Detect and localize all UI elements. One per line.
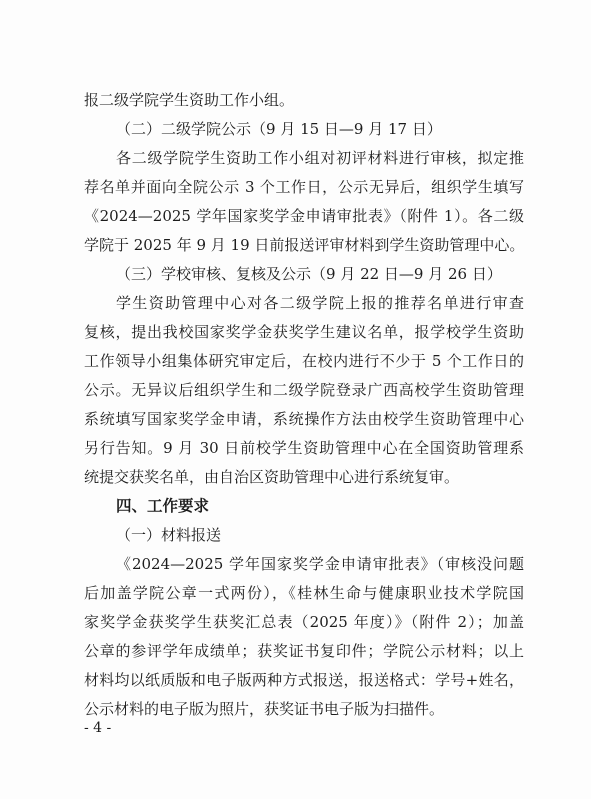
body-line: 复核，提出我校国家奖学金获奖学生建议名单，报学校学生资助 [84, 323, 524, 341]
section-subheading: （二）二级学院公示（9 月 15 日—9 月 17 日） [116, 120, 442, 138]
section-subheading: （三）学校审核、复核及公示（9 月 22 日—9 月 26 日） [116, 265, 502, 283]
body-line: 后加盖学院公章一式两份），《桂林生命与健康职业技术学院国 [84, 584, 524, 602]
page-number: - 4 - [84, 720, 112, 736]
body-line: 系统填写国家奖学金申请，系统操作方法由校学生资助管理中心 [84, 410, 524, 428]
body-line: 报二级学院学生资助工作小组。 [84, 91, 295, 109]
body-line: 统提交获奖名单，由自治区资助管理中心进行系统复审。 [84, 468, 460, 486]
body-line: 《2024—2025 学年国家奖学金申请审批表》（审核没问题 [116, 555, 524, 573]
body-line: 材料均以纸质版和电子版两种方式报送，报送格式：学号+姓名， [84, 671, 524, 689]
body-line: 另行告知。9 月 30 日前校学生资助管理中心在全国资助管理系 [84, 439, 524, 457]
section-heading: 四、工作要求 [116, 496, 210, 515]
body-line: 学生资助管理中心对各二级学院上报的推荐名单进行审查 [116, 294, 524, 312]
body-line: 学院于 2025 年 9 月 19 日前报送评审材料到学生资助管理中心。 [84, 236, 525, 254]
body-line: 公示。无异议后组织学生和二级学院登录广西高校学生资助管理 [84, 381, 524, 399]
body-line: 公章的参评学年成绩单；获奖证书复印件；学院公示材料；以上 [84, 642, 524, 660]
body-line: 工作领导小组集体研究审定后，在校内进行不少于 5 个工作日的 [84, 352, 524, 370]
body-line: 荐名单并面向全院公示 3 个工作日，公示无异后，组织学生填写 [84, 178, 524, 196]
section-subheading: （一）材料报送 [116, 526, 222, 544]
body-line: 公示材料的电子版为照片，获奖证书电子版为扫描件。 [84, 700, 445, 718]
body-line: 家奖学金获奖学生获奖汇总表（2025 年度）》（附件 2）；加盖 [84, 613, 524, 631]
body-line: 《2024—2025 学年国家奖学金申请审批表》（附件 1）。各二级 [84, 207, 524, 225]
body-line: 各二级学院学生资助工作小组对初评材料进行审核，拟定推 [116, 149, 524, 167]
